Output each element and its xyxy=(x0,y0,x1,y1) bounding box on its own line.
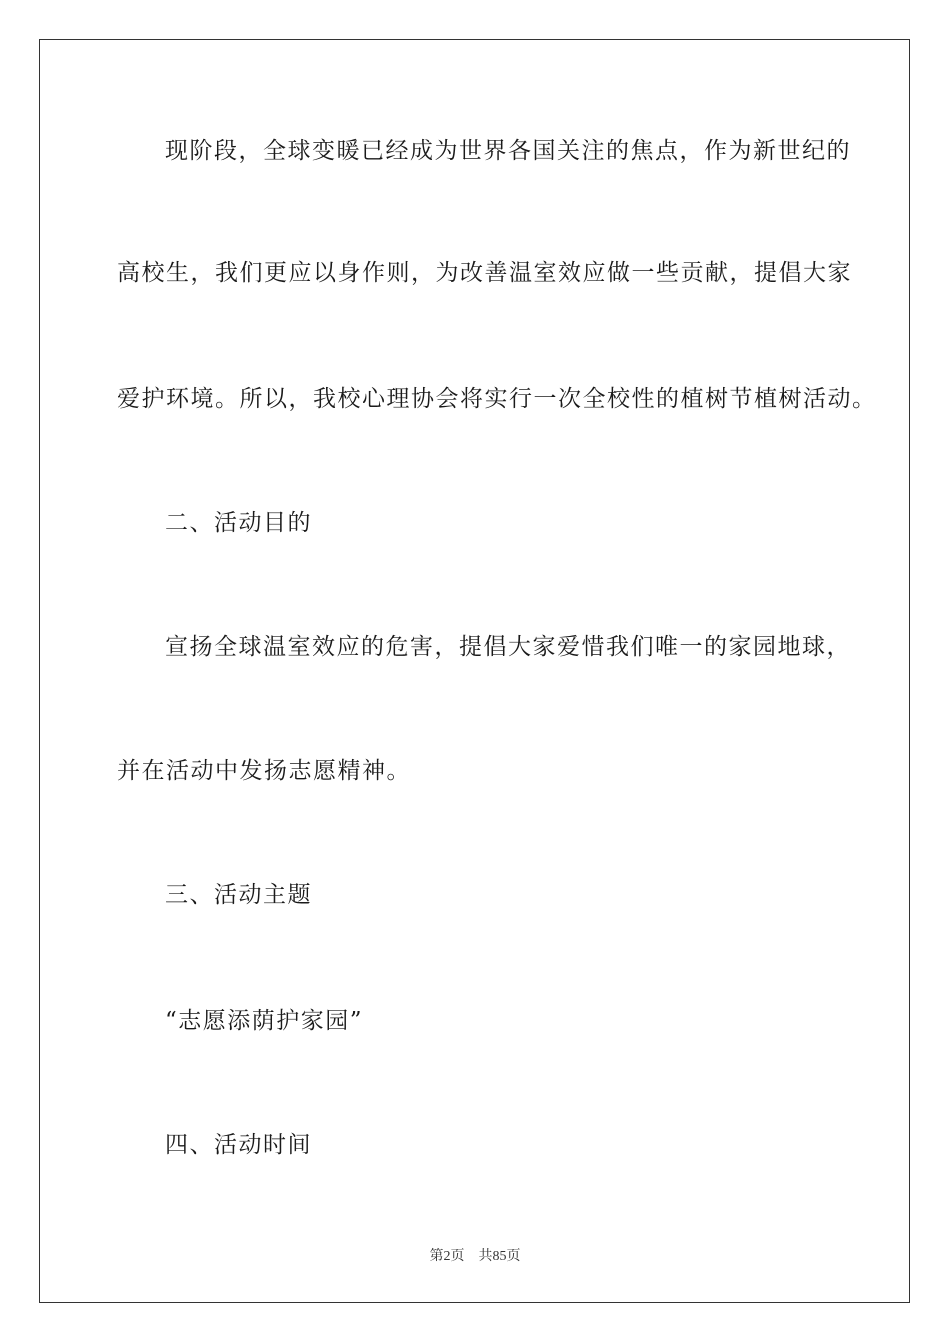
section-heading-time: 四、活动时间 xyxy=(165,1132,312,1158)
page-border xyxy=(39,39,910,1303)
paragraph-purpose-line-2: 并在活动中发扬志愿精神。 xyxy=(117,758,411,784)
page-number: 第2页 xyxy=(429,1249,465,1264)
page-footer xyxy=(0,1248,950,1266)
paragraph-background-line-1: 现阶段，全球变暖已经成为世界各国关注的焦点，作为新世纪的 xyxy=(165,138,851,164)
total-pages: 共85页 xyxy=(478,1249,521,1264)
theme-slogan: “志愿添荫护家园” xyxy=(165,1008,364,1034)
paragraph-background-line-2: 高校生，我们更应以身作则，为改善温室效应做一些贡献，提倡大家 xyxy=(117,260,852,286)
paragraph-purpose-line-1: 宣扬全球温室效应的危害，提倡大家爱惜我们唯一的家园地球， xyxy=(165,634,851,660)
paragraph-background-line-3: 爱护环境。所以，我校心理协会将实行一次全校性的植树节植树活动。 xyxy=(117,386,877,412)
section-heading-theme: 三、活动主题 xyxy=(165,882,312,908)
section-heading-purpose: 二、活动目的 xyxy=(165,510,312,536)
